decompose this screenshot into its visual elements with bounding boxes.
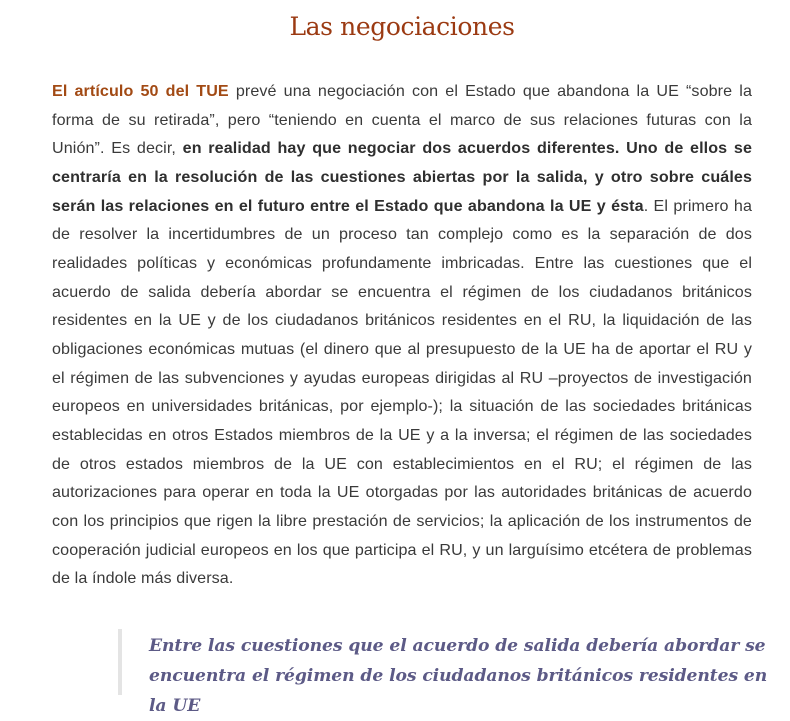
- article-50-link[interactable]: El artículo 50 del TUE: [52, 82, 229, 100]
- paragraph-text-body: . El primero ha de resolver la incertidumbres de un proceso tan complejo como es la separación de dos realidades políticas y económicas profundamente imbricadas. Entre las cuestiones que el acuerdo de salida debería abordar se encuentra el régimen de los ciudadanos británicos residentes en la UE y de los ciudadanos británicos residentes en el RU, la liquidación de las obligaciones económicas mutuas (el dinero que al presupuesto de la UE ha de aportar el RU y el régimen de las subvenciones y ayudas europeas dirigidas al RU –proyectos de investigación europeos en universidades británicas, por ejemplo-); la situación de las sociedades británicas establecidas en otros Estados miembros de la UE y a la inversa; el régimen de las sociedades de otros estados miembros de la UE con establecimientos en el RU; el régimen de las autorizaciones para operar en toda la UE otorgadas por las autoridades británicas de acuerdo con los principios que rigen la libre prestación de servicios; la aplicación de los instrumentos de cooperación judicial europeos en los que participa el RU, y un larguísimo etcétera de problemas de la índole más diversa.: [52, 196, 752, 588]
- article-paragraph: [52, 77, 752, 593]
- article-content: [52, 0, 752, 593]
- pull-quote: [118, 629, 790, 717]
- pull-quote-text: Entre las cuestiones que el acuerdo de salida debería abordar se encuentra el régimen de los ciudadanos británicos residentes en la UE: [149, 636, 768, 717]
- section-heading: Las negociaciones: [289, 12, 515, 41]
- paragraph-text-intro: prevé una negociación con el Estado que abandona la UE “sobre la forma de su retirada”, pero “teniendo en cuenta el marco de sus relaciones futuras con la Unión”. Es decir,: [52, 82, 752, 158]
- paragraph-bold-text: en realidad hay que negociar dos acuerdos diferentes. Uno de ellos se centraría en la resolución de las cuestiones abiertas por la salida, y otro sobre cuáles serán las relaciones en el futuro entre el Estado que abandona la UE y ésta: [52, 139, 752, 215]
